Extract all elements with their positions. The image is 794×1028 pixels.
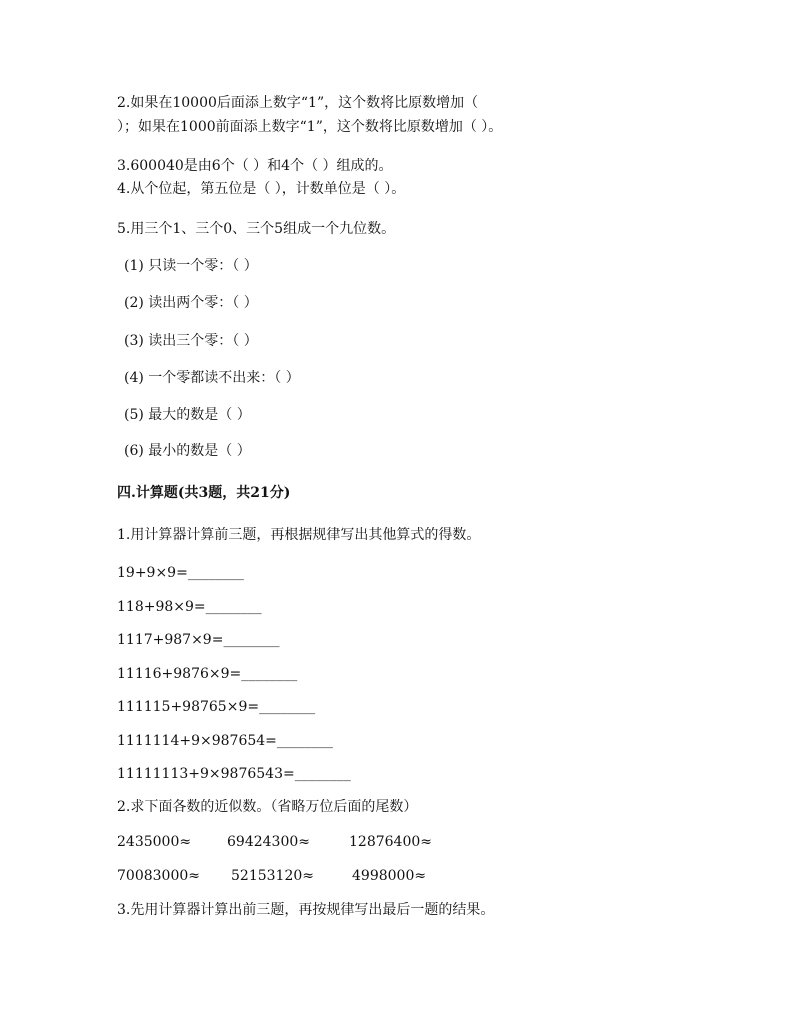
approx-number: 69424300≈ xyxy=(227,834,310,850)
expression: 1117+987×9=________ xyxy=(117,632,280,648)
expression: 118+98×9=________ xyxy=(117,599,262,615)
question-5-item: (2) 读出两个零：（ ） xyxy=(124,295,258,311)
question-2-line-1: 2.如果在10000后面添上数字“1”，这个数将比原数增加（ xyxy=(117,95,479,111)
expression: 11111113+9×9876543=________ xyxy=(117,766,351,782)
question-5-item: (4) 一个零都读不出来：（ ） xyxy=(124,370,300,386)
approx-number: 52153120≈ xyxy=(231,868,314,884)
section-heading: 四.计算题(共3题，共21分) xyxy=(117,485,291,501)
question-3: 3.600040是由6个（ ）和4个（ ）组成的。 xyxy=(117,158,393,174)
approx-number: 4998000≈ xyxy=(352,868,427,884)
expression: 11116+9876×9=________ xyxy=(117,666,298,682)
approx-number: 12876400≈ xyxy=(349,834,432,850)
question-5-item: (6) 最小的数是（ ） xyxy=(124,443,251,459)
question-5-item: (5) 最大的数是（ ） xyxy=(124,407,251,423)
question-5-item: (3) 读出三个零：（ ） xyxy=(124,333,258,349)
calc-question-3: 3.先用计算器计算出前三题，再按规律写出最后一题的结果。 xyxy=(117,902,495,918)
calc-question-2: 2.求下面各数的近似数。（省略万位后面的尾数） xyxy=(117,799,418,815)
approx-number: 70083000≈ xyxy=(117,868,200,884)
approx-number: 2435000≈ xyxy=(117,834,192,850)
expression: 19+9×9=________ xyxy=(117,565,244,581)
question-5-item: (1) 只读一个零：（ ） xyxy=(124,258,258,274)
question-2-line-2: ）；如果在1000前面添上数字“1”，这个数将比原数增加（ ）。 xyxy=(117,119,503,135)
expression: 1111114+9×987654=________ xyxy=(117,733,333,749)
calc-question-1: 1.用计算器计算前三题，再根据规律写出其他算式的得数。 xyxy=(117,527,481,543)
question-5: 5.用三个1、三个0、三个5组成一个九位数。 xyxy=(117,221,396,237)
question-4: 4.从个位起，第五位是（ ），计数单位是（ ）。 xyxy=(117,181,406,197)
expression: 111115+98765×9=________ xyxy=(117,699,316,715)
